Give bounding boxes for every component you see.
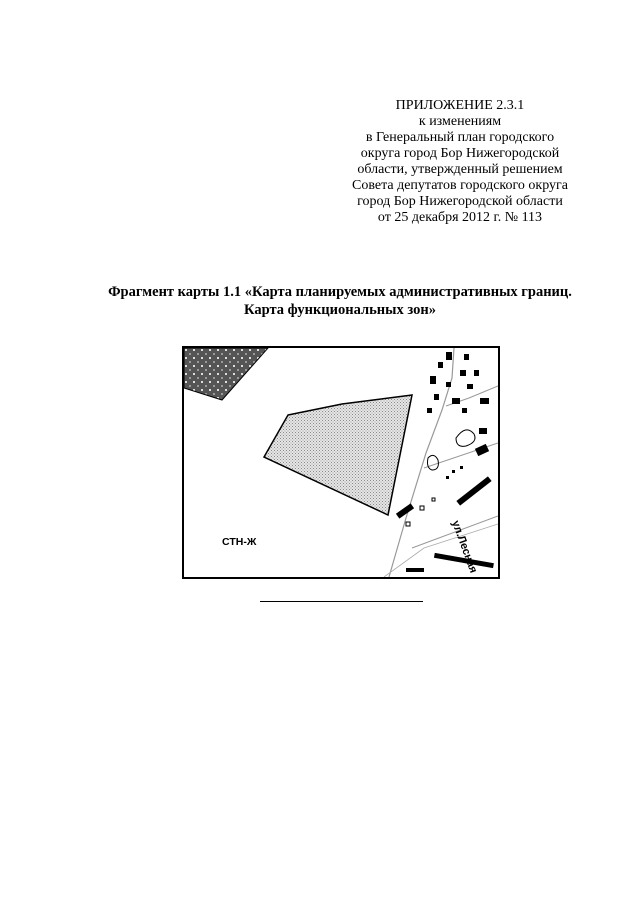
appendix-line: округа город Бор Нижегородской bbox=[360, 146, 560, 161]
caption-line-2: Карта функциональных зон» bbox=[244, 302, 436, 318]
road bbox=[384, 524, 498, 577]
caption-line-1: Фрагмент карты 1.1 «Карта планируемых административных границ. bbox=[108, 284, 572, 300]
map-drawing bbox=[184, 348, 498, 577]
buildings bbox=[396, 352, 494, 572]
appendix-line: город Бор Нижегородской области bbox=[357, 194, 563, 209]
map-fragment bbox=[182, 346, 500, 579]
appendix-line: области, утвержденный решением bbox=[357, 162, 563, 177]
map-features bbox=[406, 430, 475, 526]
appendix-line: к изменениям bbox=[418, 114, 502, 129]
planned-parcel bbox=[264, 395, 412, 515]
forest-zone bbox=[184, 348, 268, 400]
appendix-title: ПРИЛОЖЕНИЕ 2.3.1 bbox=[395, 98, 525, 113]
street-label: ул.Лесная bbox=[449, 518, 480, 575]
zone-label: СТН-Ж bbox=[222, 536, 257, 548]
separator-line bbox=[260, 601, 423, 602]
appendix-line: Совета депутатов городского округа bbox=[352, 178, 568, 193]
map-caption bbox=[40, 283, 640, 319]
appendix-header bbox=[300, 98, 620, 226]
appendix-date: от 25 декабря 2012 г. № 113 bbox=[377, 210, 543, 225]
appendix-line: в Генеральный план городского bbox=[365, 130, 555, 145]
